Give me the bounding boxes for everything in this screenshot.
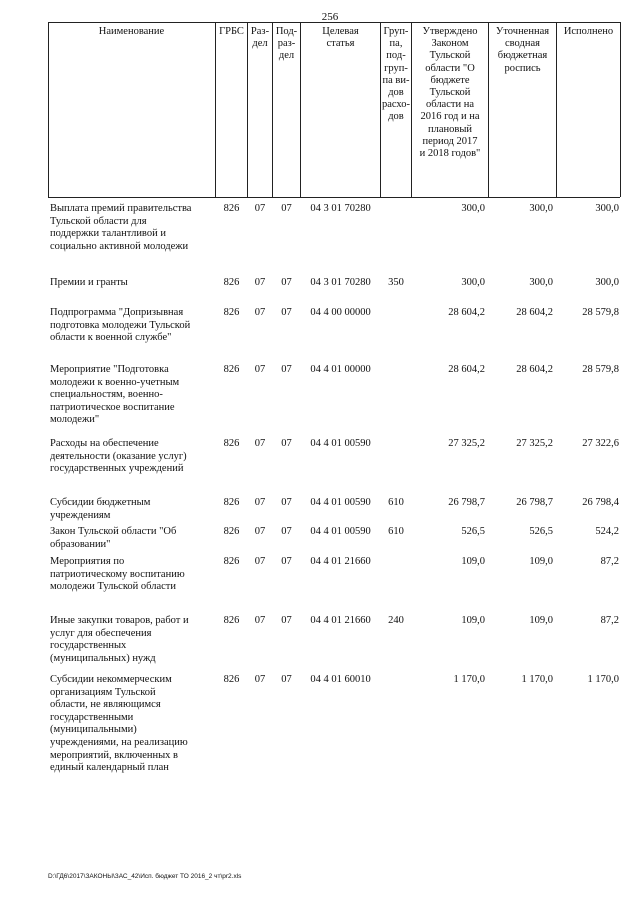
cell-target: 04 4 01 60010 [310,674,371,685]
header-name: Наименование [98,26,165,37]
cell-name: Субсидии некоммерческим организациям Тульской области, не являющимся государственными (муниципальными) учреждениями, на реализацию мероприятий, включенных в единый календарный план [50,674,188,774]
cell-group: 240 [388,615,404,626]
cell-podrazdel: 07 [281,526,292,537]
cell-target: 04 3 01 70280 [310,277,371,288]
cell-grbs: 826 [223,438,240,449]
cell-refined: 109,0 [529,615,553,626]
cell-podrazdel: 07 [281,364,292,375]
cell-approved: 28 604,2 [448,307,485,318]
cell-grbs: 826 [223,364,240,375]
cell-name: Мероприятие "Подготовка молодежи к военно-учетным специальностям, военно- патриотическое воспитание молодежи" [50,364,180,426]
cell-name: Премии и гранты [50,277,128,288]
header-bottom-border [48,197,620,198]
cell-refined: 300,0 [529,203,553,214]
cell-group: 610 [388,526,404,537]
cell-approved: 26 798,7 [448,497,485,508]
cell-razdel: 07 [254,307,266,318]
col-border [215,22,216,197]
cell-grbs: 826 [223,203,240,214]
cell-executed: 87,2 [600,615,619,626]
cell-razdel: 07 [254,674,266,685]
cell-executed: 300,0 [595,277,619,288]
cell-target: 04 4 01 00590 [310,438,371,449]
cell-razdel: 07 [254,526,266,537]
cell-target: 04 4 00 00000 [310,307,371,318]
cell-podrazdel: 07 [281,556,292,567]
table-top-border [48,22,620,23]
cell-refined: 526,5 [529,526,553,537]
cell-name: Расходы на обеспечение деятельности (оказание услуг) государственных учреждений [50,438,187,475]
header-podrazdel: Под- раз- дел [275,26,298,62]
cell-executed: 1 170,0 [587,674,619,685]
col-border [556,22,557,197]
cell-name: Закон Тульской области "Об образовании" [50,526,177,550]
cell-grbs: 826 [223,307,240,318]
cell-podrazdel: 07 [281,615,292,626]
cell-target: 04 4 01 00000 [310,364,371,375]
cell-grbs: 826 [223,497,240,508]
cell-razdel: 07 [254,438,266,449]
cell-podrazdel: 07 [281,307,292,318]
cell-refined: 109,0 [529,556,553,567]
cell-name: Выплата премий правительства Тульской области для поддержки талантливой и социально активной молодежи [50,203,192,252]
cell-refined: 28 604,2 [516,307,553,318]
cell-podrazdel: 07 [281,674,292,685]
cell-podrazdel: 07 [281,277,292,288]
cell-name: Иные закупки товаров, работ и услуг для обеспечения государственных (муниципальных) нужд [50,615,189,664]
cell-podrazdel: 07 [281,203,292,214]
header-group: Груп- па, под- груп- па ви- дов расхо- дов [381,26,411,123]
page-number: 256 [321,11,339,23]
cell-grbs: 826 [223,556,240,567]
cell-group: 610 [388,497,404,508]
cell-executed: 524,2 [595,526,619,537]
cell-grbs: 826 [223,526,240,537]
header-grbs: ГРБС [219,26,244,37]
cell-executed: 27 322,6 [582,438,619,449]
cell-refined: 1 170,0 [521,674,553,685]
cell-approved: 27 325,2 [448,438,485,449]
cell-razdel: 07 [254,364,266,375]
cell-grbs: 826 [223,277,240,288]
col-border [48,22,49,197]
col-border [620,22,621,197]
cell-razdel: 07 [254,556,266,567]
cell-target: 04 4 01 00590 [310,497,371,508]
cell-name: Мероприятия по патриотическому воспитанию молодежи Тульской области [50,556,185,593]
cell-approved: 300,0 [461,203,485,214]
file-path-footer: D:\ГД6\2017\ЗАКОНЫ\ЗАС_42\Исп. бюджет ТО 2016_2 чт\pr2.xls [48,873,242,880]
cell-grbs: 826 [223,615,240,626]
cell-target: 04 4 01 21660 [310,615,371,626]
header-refined: Уточненная сводная бюджетная роспись [495,26,550,74]
cell-executed: 300,0 [595,203,619,214]
cell-razdel: 07 [254,203,266,214]
cell-razdel: 07 [254,497,266,508]
cell-approved: 28 604,2 [448,364,485,375]
cell-podrazdel: 07 [281,497,292,508]
header-approved: Утверждено Законом Тульской области "О бюджете Тульской области на 2016 год и на плановый период 2017 и 2018 годов" [419,26,481,160]
cell-group: 350 [388,277,404,288]
cell-target: 04 4 01 00590 [310,526,371,537]
cell-target: 04 3 01 70280 [310,203,371,214]
cell-podrazdel: 07 [281,438,292,449]
cell-approved: 300,0 [461,277,485,288]
cell-approved: 109,0 [461,615,485,626]
header-executed: Исполнено [563,26,614,37]
cell-executed: 87,2 [600,556,619,567]
cell-approved: 109,0 [461,556,485,567]
cell-razdel: 07 [254,277,266,288]
cell-target: 04 4 01 21660 [310,556,371,567]
cell-approved: 1 170,0 [453,674,485,685]
header-razdel: Раз- дел [250,26,270,50]
cell-name: Субсидии бюджетным учреждениям [50,497,151,521]
cell-name: Подпрограмма "Допризывная подготовка молодежи Тульской области к военной службе" [50,307,191,344]
cell-executed: 28 579,8 [582,307,619,318]
cell-refined: 26 798,7 [516,497,553,508]
cell-approved: 526,5 [461,526,485,537]
cell-razdel: 07 [254,615,266,626]
cell-refined: 27 325,2 [516,438,553,449]
cell-executed: 26 798,4 [582,497,619,508]
cell-executed: 28 579,8 [582,364,619,375]
cell-refined: 300,0 [529,277,553,288]
cell-refined: 28 604,2 [516,364,553,375]
header-target: Целевая статья [322,26,359,50]
cell-grbs: 826 [223,674,240,685]
